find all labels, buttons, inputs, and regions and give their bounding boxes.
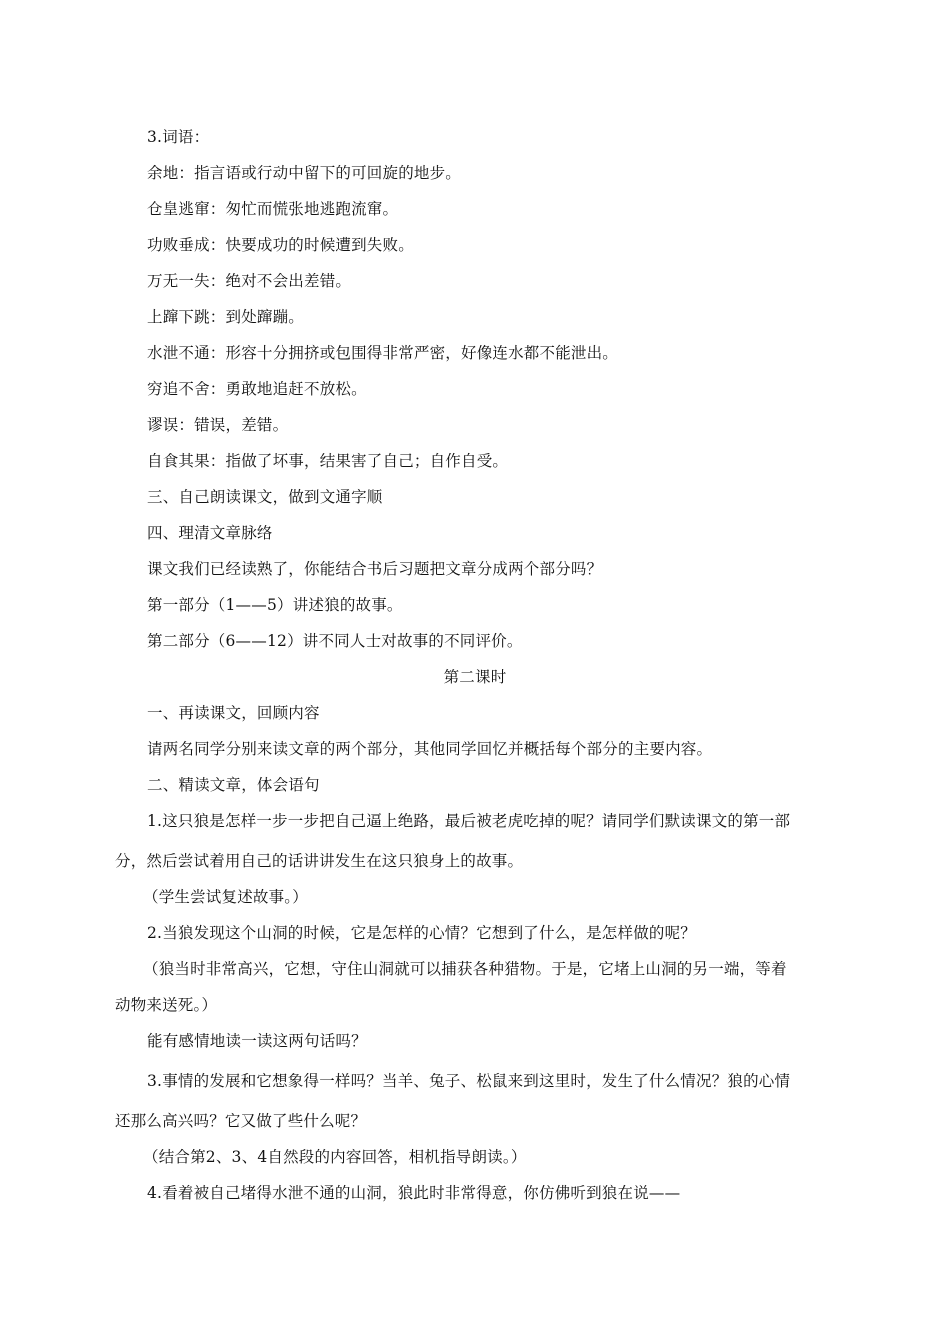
vocab-item: 余地：指言语或行动中留下的可回旋的地步。 xyxy=(147,164,462,182)
paragraph: 4.看着被自己堵得水泄不通的山洞，狼此时非常得意，你仿佛听到狼在说—— xyxy=(147,1184,681,1202)
paragraph: 请两名同学分别来读文章的两个部分，其他同学回忆并概括每个部分的主要内容。 xyxy=(147,740,713,758)
vocab-item: 功败垂成：快要成功的时候遭到失败。 xyxy=(147,236,414,254)
paragraph: 动物来送死。） xyxy=(115,996,218,1014)
section-heading: 一、再读课文，回顾内容 xyxy=(147,704,320,722)
section-heading: 四、理清文章脉络 xyxy=(147,524,273,542)
paragraph: 还那么高兴吗？它又做了些什么呢？ xyxy=(115,1112,367,1130)
vocab-item: 穷追不舍：勇敢地追赶不放松。 xyxy=(147,380,367,398)
vocab-item: 万无一失：绝对不会出差错。 xyxy=(147,272,352,290)
paragraph: （结合第2、3、4自然段的内容回答，相机指导朗读。） xyxy=(143,1148,527,1166)
section-heading: 二、精读文章，体会语句 xyxy=(147,776,320,794)
paragraph: 2.当狼发现这个山洞的时候，它是怎样的心情？它想到了什么，是怎样做的呢？ xyxy=(147,924,696,942)
vocab-item: 仓皇逃窜：匆忙而慌张地逃跑流窜。 xyxy=(147,200,399,218)
vocab-item: 自食其果：指做了坏事，结果害了自己；自作自受。 xyxy=(147,452,509,470)
vocab-item: 水泄不通：形容十分拥挤或包围得非常严密，好像连水都不能泄出。 xyxy=(147,344,619,362)
lesson-title: 第二课时 xyxy=(443,668,507,686)
vocab-heading: 3.词语： xyxy=(147,128,210,146)
paragraph: 分，然后尝试着用自己的话讲讲发生在这只狼身上的故事。 xyxy=(115,852,524,870)
paragraph: 课文我们已经读熟了，你能结合书后习题把文章分成两个部分吗？ xyxy=(147,560,603,578)
paragraph: 第二部分（6——12）讲不同人士对故事的不同评价。 xyxy=(147,632,523,650)
paragraph: 3.事情的发展和它想象得一样吗？当羊、兔子、松鼠来到这里时，发生了什么情况？狼的心情 xyxy=(147,1072,791,1090)
paragraph: 能有感情地读一读这两句话吗？ xyxy=(147,1032,367,1050)
vocab-item: 谬误：错误，差错。 xyxy=(147,416,289,434)
paragraph: 第一部分（1——5）讲述狼的故事。 xyxy=(147,596,403,614)
section-heading: 三、自己朗读课文，做到文通字顺 xyxy=(147,488,383,506)
paragraph: （狼当时非常高兴，它想，守住山洞就可以捕获各种猎物。于是，它堵上山洞的另一端，等着 xyxy=(143,960,787,978)
vocab-item: 上蹿下跳：到处蹿蹦。 xyxy=(147,308,305,326)
paragraph: 1.这只狼是怎样一步一步把自己逼上绝路，最后被老虎吃掉的呢？请同学们默读课文的第一部 xyxy=(147,812,791,830)
paragraph: （学生尝试复述故事。） xyxy=(143,888,308,906)
